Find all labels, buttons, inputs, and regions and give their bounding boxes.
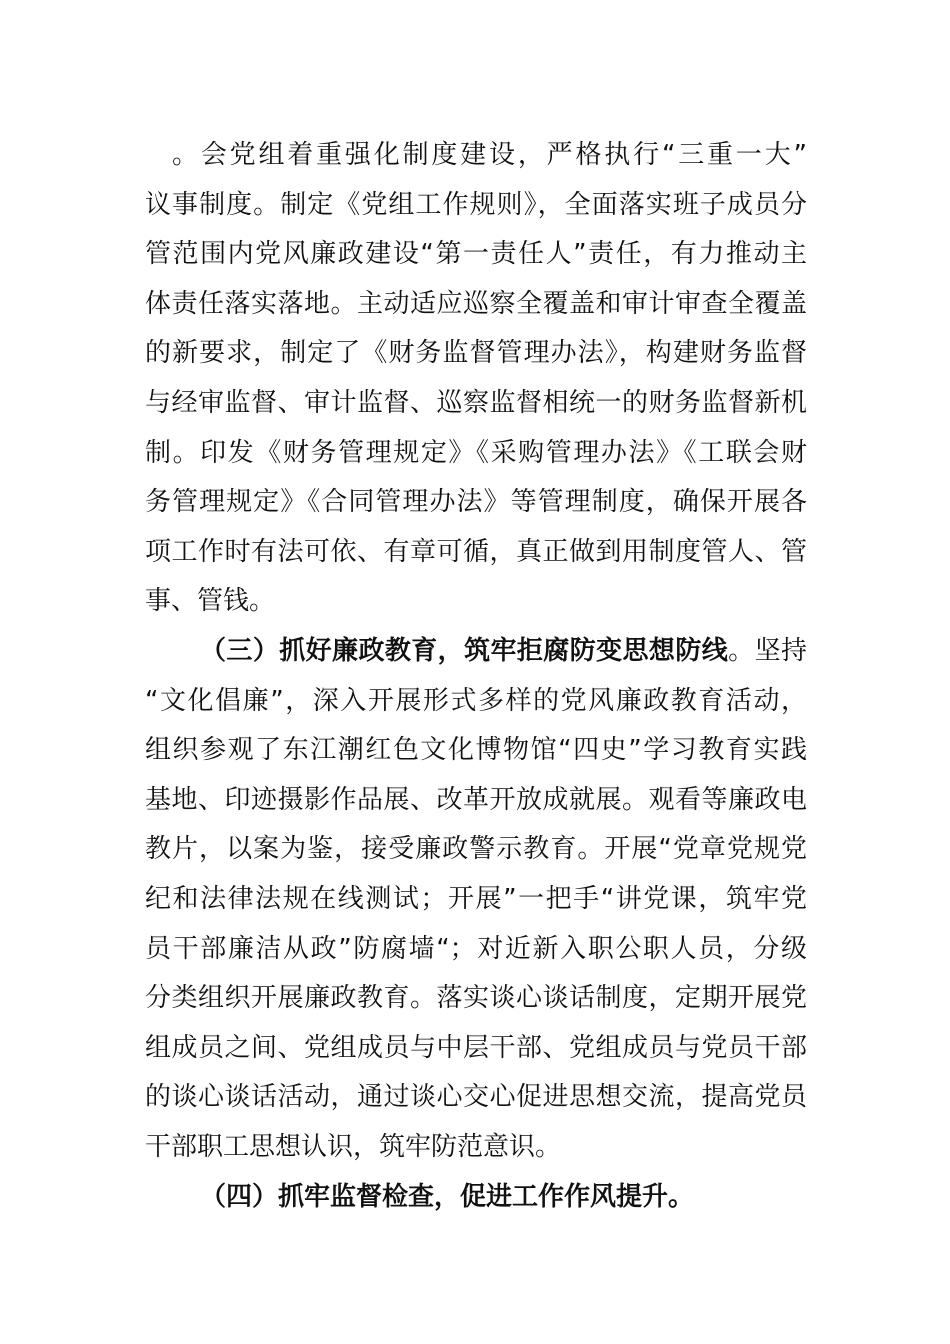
text-line: 的新要求，制定了《财务监督管理办法》，构建财务监督: [145, 338, 807, 368]
text-line: 。坚持: [728, 636, 807, 666]
text-line: 组织参观了东江潮红色文化博物馆“四史”学习教育实践: [145, 735, 807, 765]
text-line: 。会党组着重强化制度建设，严格执行“三重一大”: [172, 140, 807, 170]
text-line: 制。印发《财务管理规定》《采购管理办法》《工联会财: [145, 438, 807, 468]
section-heading-3: [200, 634, 807, 668]
text-line: 务管理规定》《合同管理办法》等管理制度，确保开展各: [145, 487, 807, 517]
text-line: 员干部廉洁从政”防腐墙“；对近新入职公职人员，分级: [145, 934, 807, 964]
text-line: 基地、印迹摄影作品展、改革开放成就展。观看等廉政电: [145, 785, 807, 815]
text-line: “文化倡廉”，深入开展形式多样的党风廉政教育活动，: [145, 686, 807, 716]
text-line: 组成员之间、党组成员与中层干部、党组成员与党员干部: [145, 1033, 807, 1063]
text-line: 的谈心谈话活动，通过谈心交心促进思想交流，提高党员: [145, 1082, 807, 1112]
text-line: 项工作时有法可依、有章可循，真正做到用制度管人、管: [145, 537, 807, 567]
text-line: 体责任落实落地。主动适应巡察全覆盖和审计审查全覆盖: [145, 289, 807, 319]
text-line: 教片，以案为鉴，接受廉政警示教育。开展“党章党规党: [145, 834, 807, 864]
text-line: 管范围内党风廉政建设“第一责任人”责任，有力推动主: [145, 239, 807, 269]
section-heading-4: （四）抓牢监督检查，促进工作作风提升。: [200, 1182, 695, 1212]
text-line: 分类组织开展廉政教育。落实谈心谈话制度，定期开展党: [145, 983, 807, 1013]
text-line: 议事制度。制定《党组工作规则》，全面落实班子成员分: [145, 190, 807, 220]
text-line: 与经审监督、审计监督、巡察监督相统一的财务监督新机: [145, 388, 807, 418]
text-line: 纪和法律法规在线测试；开展”一把手“讲党课，筑牢党: [145, 884, 807, 914]
text-line: 事、管钱。: [145, 586, 276, 616]
text-line: 干部职工思想认识，筑牢防范意识。: [145, 1132, 562, 1162]
heading-text: （三）抓好廉政教育，筑牢拒腐防变思想防线: [200, 636, 729, 666]
